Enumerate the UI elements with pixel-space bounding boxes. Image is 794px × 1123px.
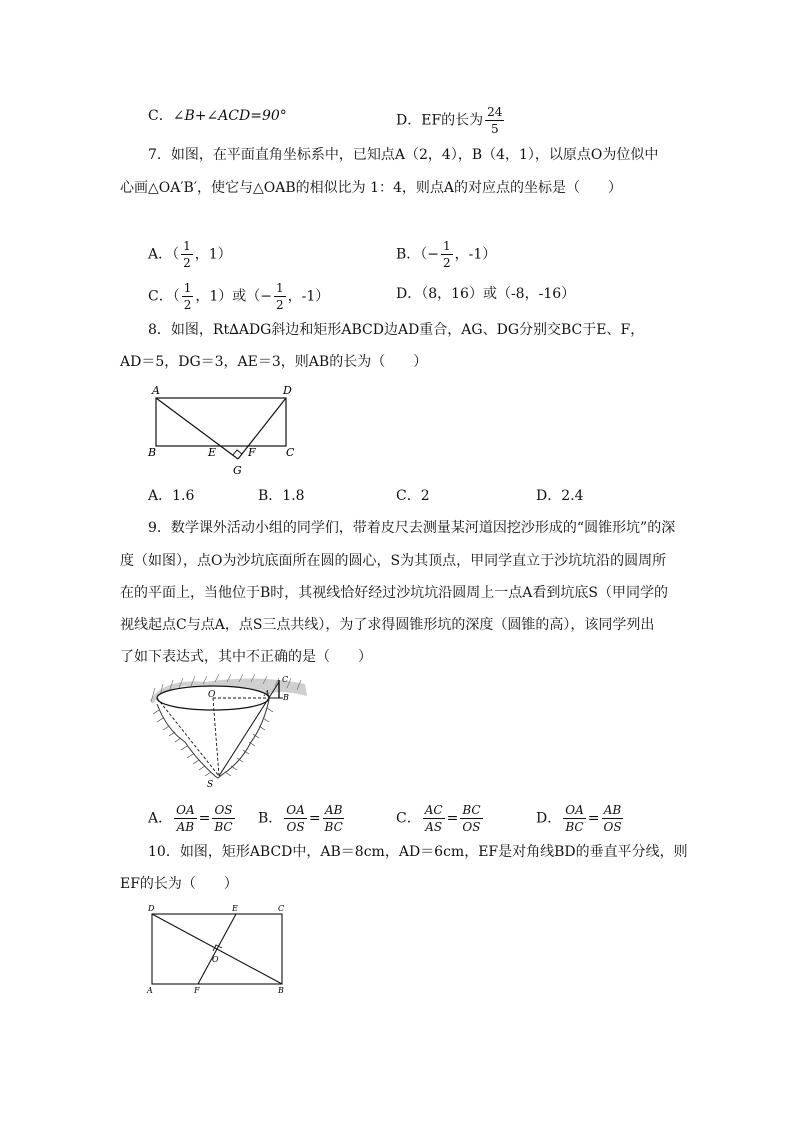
q7-c-den2: 2 <box>276 298 284 312</box>
q9-a-d1: AB <box>176 820 195 834</box>
q10-label-d: D <box>148 904 155 913</box>
q8-stem-line2: AD＝5，DG＝3，AE＝3，则AB的长为（ ） <box>120 354 428 370</box>
q9-c-frac1 <box>423 804 445 833</box>
q9-a-frac2 <box>212 804 234 833</box>
q8-label-f: F <box>248 446 256 459</box>
q8-label-g: G <box>233 464 242 477</box>
q10-label-e: E <box>232 904 238 913</box>
q9-line3: 在的平面上，当他位于B时，其视线恰好经过沙坑坑沿圆周上一点A看到坑底S（甲同学的 <box>120 585 668 601</box>
q10-line-ef <box>198 914 236 984</box>
q9-d-d1: BC <box>565 820 584 834</box>
q10-line2: EF的长为（ ） <box>120 876 238 892</box>
q7-stem-line1: 7．如图，在平面直角坐标系中，已知点A（2，4），B（4，1），以原点O为位似中 <box>148 147 659 163</box>
q9-label-a: A <box>264 689 270 698</box>
q9-c-n1: AC <box>424 803 443 817</box>
q9-b-n1: OA <box>286 803 305 817</box>
q9-c-n2: BC <box>462 803 481 817</box>
q9-option-a <box>148 804 237 833</box>
q8-option-b: B．1.8 <box>258 488 305 504</box>
q9-d-n2: AB <box>603 803 622 817</box>
q8-option-d: D．2.4 <box>536 488 584 504</box>
q9-a-n1: OA <box>176 803 195 817</box>
q9-figure <box>145 670 315 790</box>
q7-a-tail: ，1） <box>194 246 232 263</box>
q9-a-d2: BC <box>214 820 233 834</box>
q8-stem-line1: 8．如图，Rt∆ADG斜边和矩形ABCD边AD重合，AG、DG分别交BC于E、F， <box>148 322 645 338</box>
q7-c-num1: 1 <box>183 281 192 295</box>
q7-b-den: 2 <box>443 256 451 270</box>
q9-c-frac2 <box>460 804 482 833</box>
q9-b-frac2 <box>323 804 345 833</box>
q6-c-label: C． <box>148 108 173 124</box>
q9-d-frac1 <box>563 804 586 833</box>
q8-option-a: A．1.6 <box>148 488 195 504</box>
q6-c-text: ∠B+∠ACD=90° <box>172 108 287 124</box>
q9-d-d2: OS <box>603 820 622 834</box>
q7-c-tail: ，-1） <box>287 288 330 305</box>
q7-option-d: D．（8，16）或（-8，-16） <box>396 286 576 302</box>
q9-line4: 视线起点C与点A，点S三点共线），为了求得圆锥形坑的深度（圆锥的高），该同学列出 <box>120 617 655 633</box>
q9-label-o: O <box>208 690 216 700</box>
q10-label-c: C <box>278 904 285 913</box>
q9-c-eq: = <box>446 810 459 827</box>
q8-line-dg <box>238 398 286 459</box>
q9-line1: 9．数学课外活动小组的同学们，带着皮尺去测量某河道因挖沙形成的“圆锥形坑”的深 <box>148 520 676 536</box>
q7-c-label: C．（ <box>148 288 180 305</box>
q7-stem-line2: 心画△OA′B′，使它与△OAB的相似比为 1：4，则点A的对应点的坐标是（ ） <box>120 180 623 196</box>
q9-a-label: A． <box>148 810 173 827</box>
q7-a-fraction <box>181 240 193 269</box>
q6-d-fraction <box>485 106 504 135</box>
q9-d-eq: = <box>587 810 600 827</box>
q9-b-d1: OS <box>286 820 305 834</box>
q10-label-f: F <box>194 986 200 994</box>
q9-d-frac2 <box>601 804 623 833</box>
q9-pit-outline <box>157 700 269 778</box>
q8-right-angle-mark <box>233 450 242 455</box>
q7-a-label: A．（ <box>148 246 180 263</box>
q6-d-text: EF的长为 <box>421 112 484 129</box>
q8-option-c: C．2 <box>396 488 430 504</box>
q9-b-n2: AB <box>324 803 343 817</box>
q7-b-num: 1 <box>443 239 451 253</box>
q9-b-d2: BC <box>324 820 343 834</box>
q7-c-den1: 2 <box>183 298 192 312</box>
q6-d-den: 5 <box>490 122 499 136</box>
q7-option-c <box>148 282 329 311</box>
q6-d-label: D． <box>396 112 422 129</box>
q10-figure <box>140 902 300 994</box>
q7-a-den: 2 <box>183 256 191 270</box>
q7-a-num: 1 <box>183 239 191 253</box>
q7-c-num2: 1 <box>276 281 284 295</box>
q8-label-d: D <box>283 384 292 397</box>
q9-label-b: B <box>283 693 289 702</box>
q9-pit-hatch <box>153 708 273 776</box>
q9-b-label: B． <box>258 810 283 827</box>
q10-label-b: B <box>278 986 284 994</box>
q7-b-fraction <box>441 240 453 269</box>
q10-label-o: O <box>212 955 219 964</box>
q9-a-frac1 <box>174 804 197 833</box>
q10-label-a: A <box>147 986 153 994</box>
q9-b-frac1 <box>284 804 307 833</box>
q7-option-b <box>396 240 496 269</box>
q9-option-c <box>396 804 485 833</box>
q8-label-a: A <box>152 384 160 397</box>
q6-option-c <box>148 106 287 126</box>
q7-option-a <box>148 240 232 269</box>
q6-d-num: 24 <box>487 105 503 119</box>
q9-a-eq: = <box>198 810 211 827</box>
q7-c-fraction1 <box>182 282 194 311</box>
q9-line2: 度（如图），点O为沙坑底面所在圆的圆心，S为其顶点，甲同学直立于沙坑坑沿的圆周所 <box>120 553 667 569</box>
q9-label-s: S <box>207 780 214 790</box>
q9-option-b <box>258 804 347 833</box>
q6-option-d <box>396 106 506 135</box>
q9-a-n2: OS <box>214 803 233 817</box>
q7-b-tail: ，-1） <box>454 246 497 263</box>
q9-c-d1: AS <box>425 820 443 834</box>
q9-label-c: C <box>282 675 289 684</box>
q7-c-mid: ，1）或（− <box>195 288 272 305</box>
q8-label-c: C <box>286 446 295 459</box>
q9-line5: 了如下表达式，其中不正确的是（ ） <box>120 649 372 665</box>
q9-b-eq: = <box>308 810 321 827</box>
q7-c-fraction2 <box>274 282 286 311</box>
q10-line1: 10．如图，矩形ABCD中，AB＝8cm，AD＝6cm，EF是对角线BD的垂直平分线，则 <box>148 844 688 860</box>
q8-label-b: B <box>148 446 157 459</box>
q9-d-n1: OA <box>565 803 584 817</box>
q9-option-d <box>536 804 626 833</box>
q8-label-e: E <box>208 446 217 459</box>
q9-d-label: D． <box>536 810 562 827</box>
q7-b-label: B．（− <box>396 246 440 263</box>
q8-line-ag <box>156 398 238 459</box>
q9-c-label: C． <box>396 810 421 827</box>
q9-c-d2: OS <box>462 820 481 834</box>
q8-figure <box>140 380 310 480</box>
